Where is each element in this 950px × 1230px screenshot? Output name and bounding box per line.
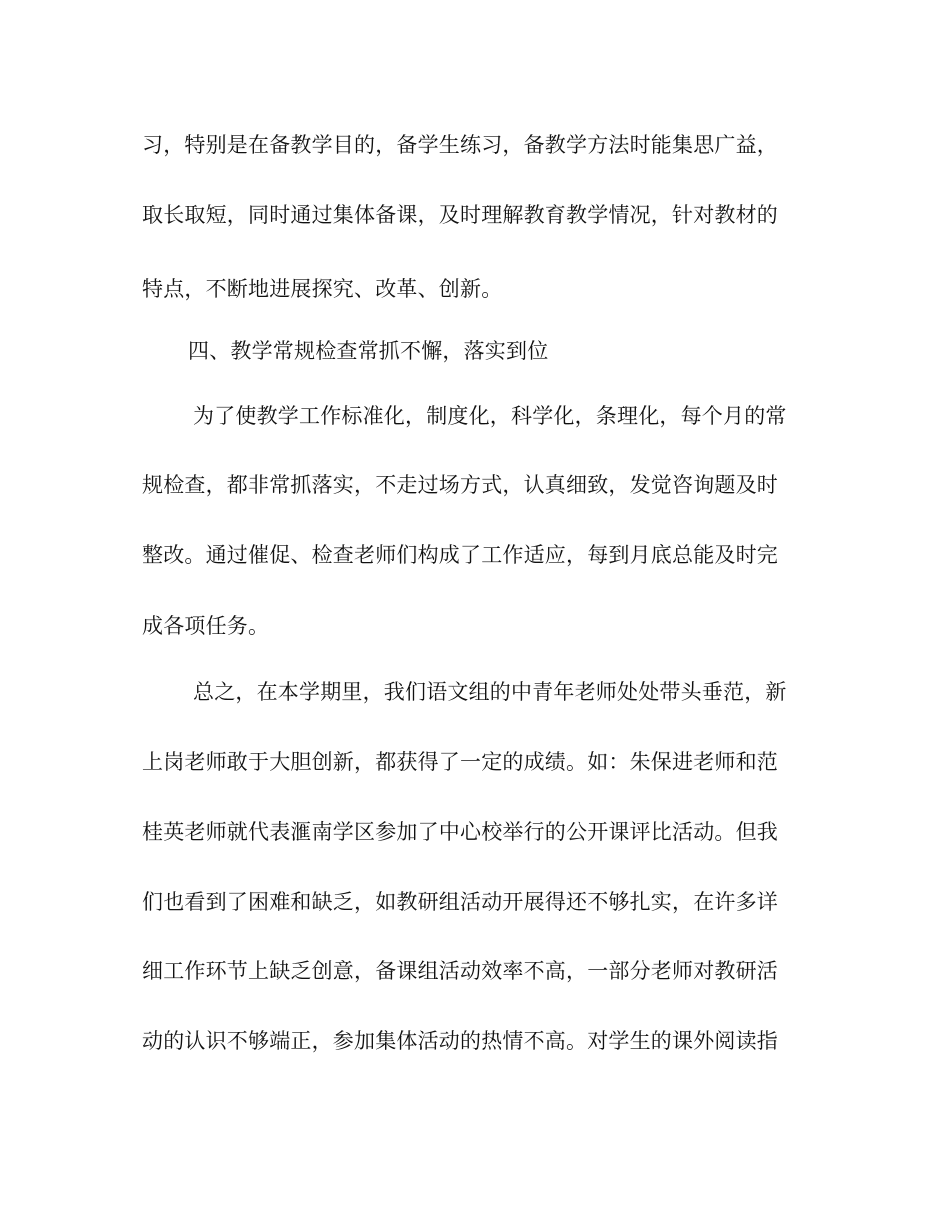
text-line: 们也看到了困难和缺乏，如教研组活动开展得还不够扎实，在许多详	[142, 890, 778, 914]
text-line: 动的认识不够端正，参加集体活动的热情不高。对学生的课外阅读指	[142, 1029, 778, 1053]
text-line: 总之，在本学期里，我们语文组的中青年老师处处带头垂范，新	[193, 680, 787, 704]
text-line: 习，特别是在备教学目的，备学生练习，备教学方法时能集思广益，	[142, 133, 778, 157]
text-line: 成各项任务。	[142, 614, 270, 638]
text-line: 细工作环节上缺乏创意，备课组活动效率不高，一部分老师对教研活	[142, 959, 778, 983]
text-line: 整改。通过催促、检查老师们构成了工作适应，每到月底总能及时完	[142, 543, 778, 567]
text-line: 特点，不断地进展探究、改革、创新。	[142, 277, 503, 301]
text-line: 上岗老师敢于大胆创新，都获得了一定的成绩。如：朱保进老师和范	[142, 750, 778, 774]
text-line: 为了使教学工作标准化，制度化，科学化，条理化，每个月的常	[193, 404, 787, 428]
text-line: 取长取短，同时通过集体备课，及时理解教育教学情况，针对教材的	[142, 203, 778, 227]
text-line: 桂英老师就代表滙南学区参加了中心校举行的公开课评比活动。但我	[142, 820, 778, 844]
text-line: 规检查，都非常抓落实，不走过场方式，认真细致，发觉咨询题及时	[142, 473, 778, 497]
section-heading: 四、教学常规检查常抓不懈，落实到位	[188, 339, 549, 363]
